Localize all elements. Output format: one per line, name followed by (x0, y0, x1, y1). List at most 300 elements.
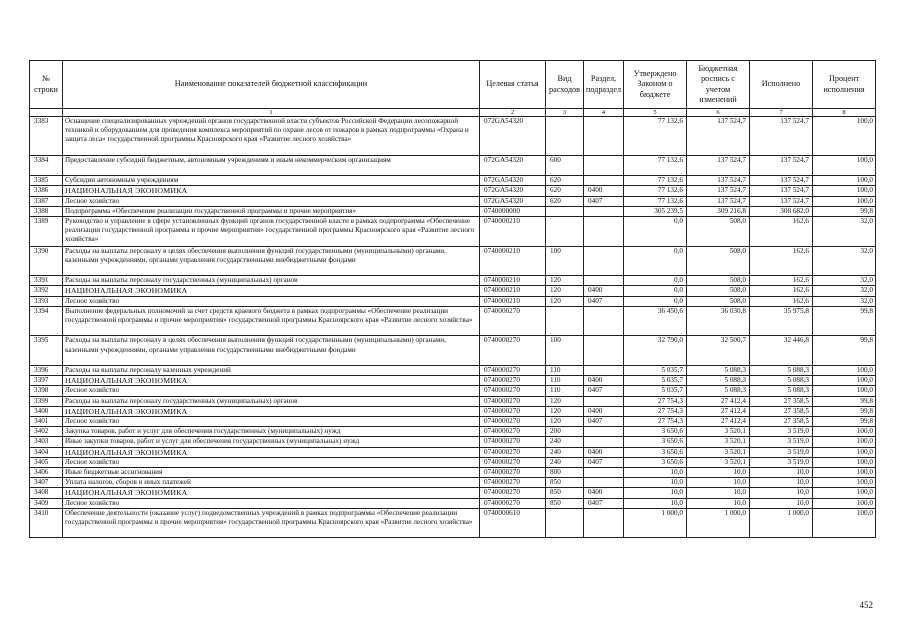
percent-cell: 100,0 (813, 176, 876, 186)
table-row (30, 117, 876, 156)
table-row (30, 336, 876, 366)
column-number: 1 (63, 109, 480, 117)
target-article-cell: 0740000270 (480, 457, 546, 467)
approved-amount-cell: 5 035,7 (624, 386, 687, 396)
row-number-cell: 3404 (30, 447, 63, 457)
percent-cell: 100,0 (813, 376, 876, 386)
section-cell (584, 437, 624, 447)
section-cell (584, 155, 624, 175)
indicator-name-cell: НАЦИОНАЛЬНАЯ ЭКОНОМИКА (63, 286, 480, 296)
executed-amount-cell: 5 088,3 (750, 365, 813, 375)
section-cell (584, 508, 624, 538)
approved-amount-cell: 77 132,6 (624, 117, 687, 156)
approved-amount-cell: 10,0 (624, 478, 687, 488)
indicator-name-cell: Лесное хозяйство (63, 196, 480, 206)
table-body (30, 117, 876, 538)
target-article-cell: 0740000210 (480, 276, 546, 286)
executed-amount-cell: 5 088,3 (750, 376, 813, 386)
budget-schedule-cell: 36 030,8 (687, 306, 750, 336)
row-number-cell: 3410 (30, 508, 63, 538)
executed-amount-cell: 3 519,0 (750, 447, 813, 457)
column-number: 5 (624, 109, 687, 117)
header-row (30, 61, 876, 109)
expense-kind-cell: 800 (546, 468, 584, 478)
expense-kind-cell: 850 (546, 488, 584, 498)
expense-kind-cell: 110 (546, 365, 584, 375)
percent-cell: 100,0 (813, 427, 876, 437)
executed-amount-cell: 162,6 (750, 286, 813, 296)
percent-cell: 100,0 (813, 478, 876, 488)
target-article-cell: 0740000270 (480, 417, 546, 427)
section-cell: 0400 (584, 406, 624, 416)
target-article-cell: 0740000270 (480, 365, 546, 375)
section-cell (584, 117, 624, 156)
target-article-cell: 0740000270 (480, 386, 546, 396)
section-cell (584, 246, 624, 276)
indicator-name-cell: Лесное хозяйство (63, 386, 480, 396)
approved-amount-cell: 77 132,6 (624, 176, 687, 186)
approved-amount-cell: 5 035,7 (624, 376, 687, 386)
approved-amount-cell: 3 650,6 (624, 427, 687, 437)
executed-amount-cell: 10,0 (750, 498, 813, 508)
budget-schedule-cell: 1 000,0 (687, 508, 750, 538)
percent-cell: 100,0 (813, 155, 876, 175)
section-cell (584, 176, 624, 186)
indicator-name-cell: Лесное хозяйство (63, 296, 480, 306)
target-article-cell: 072GA54320 (480, 196, 546, 206)
target-article-cell: 0740000210 (480, 246, 546, 276)
executed-amount-cell: 137 524,7 (750, 117, 813, 156)
target-article-cell: 072GA54320 (480, 117, 546, 156)
row-number-cell: 3408 (30, 488, 63, 498)
approved-amount-cell: 10,0 (624, 468, 687, 478)
table-row (30, 155, 876, 175)
page-number: 452 (859, 600, 873, 610)
target-article-cell: 0740000270 (480, 468, 546, 478)
header-section: Раздел, подраздел (584, 61, 624, 109)
approved-amount-cell: 3 650,6 (624, 457, 687, 467)
percent-cell: 99,8 (813, 396, 876, 406)
expense-kind-cell: 120 (546, 276, 584, 286)
executed-amount-cell: 137 524,7 (750, 155, 813, 175)
budget-schedule-cell: 5 088,3 (687, 386, 750, 396)
row-number-cell: 3400 (30, 406, 63, 416)
table-row (30, 498, 876, 508)
executed-amount-cell: 162,6 (750, 296, 813, 306)
section-cell: 0400 (584, 447, 624, 457)
header-indicator-name: Наименование показателей бюджетной классификации (63, 61, 480, 109)
indicator-name-cell: Субсидии автономным учреждениям (63, 176, 480, 186)
expense-kind-cell: 620 (546, 176, 584, 186)
percent-cell: 100,0 (813, 196, 876, 206)
budget-schedule-cell: 10,0 (687, 488, 750, 498)
expense-kind-cell (546, 206, 584, 216)
target-article-cell: 0740000270 (480, 406, 546, 416)
section-cell (584, 217, 624, 247)
budget-schedule-cell: 137 524,7 (687, 186, 750, 196)
section-cell: 0407 (584, 196, 624, 206)
section-cell: 0407 (584, 296, 624, 306)
executed-amount-cell: 162,6 (750, 217, 813, 247)
section-cell (584, 468, 624, 478)
budget-schedule-cell: 309 216,8 (687, 206, 750, 216)
indicator-name-cell: НАЦИОНАЛЬНАЯ ЭКОНОМИКА (63, 488, 480, 498)
budget-schedule-cell: 508,0 (687, 217, 750, 247)
budget-schedule-cell: 10,0 (687, 478, 750, 488)
section-cell: 0400 (584, 286, 624, 296)
column-number: 2 (480, 109, 546, 117)
row-number-cell: 3386 (30, 186, 63, 196)
row-number-cell: 3393 (30, 296, 63, 306)
indicator-name-cell: Уплата налогов, сборов и иных платежей (63, 478, 480, 488)
budget-schedule-cell: 10,0 (687, 498, 750, 508)
indicator-name-cell: Расходы на выплаты персоналу в целях обеспечения выполнения функций государственными (муниципальными) органами, казенными учреждениями, органами управления государственными внебюджетными фондами (63, 336, 480, 366)
table-row (30, 306, 876, 336)
indicator-name-cell: Расходы на выплаты персоналу в целях обеспечения выполнения функций государственными (муниципальными) органами, казенными учреждениями, органами управления государственными внебюджетными фондами (63, 246, 480, 276)
expense-kind-cell: 240 (546, 457, 584, 467)
approved-amount-cell: 10,0 (624, 498, 687, 508)
expense-kind-cell (546, 306, 584, 336)
budget-table (29, 60, 876, 538)
row-number-cell: 3385 (30, 176, 63, 186)
column-number-row (30, 109, 876, 117)
budget-schedule-cell: 137 524,7 (687, 117, 750, 156)
table-row (30, 396, 876, 406)
indicator-name-cell: Выполнение федеральных полномочий за счет средств краевого бюджета в рамках подпрограммы «Обеспечение реализации государственной программы и прочие мероприятия» государственной программы Красноярского края «Развитие лесного хозяйства» (63, 306, 480, 336)
table-row (30, 427, 876, 437)
section-cell (584, 206, 624, 216)
table-row (30, 296, 876, 306)
section-cell (584, 276, 624, 286)
approved-amount-cell: 27 754,3 (624, 396, 687, 406)
expense-kind-cell (546, 217, 584, 247)
table-row (30, 217, 876, 247)
executed-amount-cell: 27 358,5 (750, 406, 813, 416)
budget-schedule-cell: 3 520,1 (687, 457, 750, 467)
approved-amount-cell: 0,0 (624, 276, 687, 286)
row-number-cell: 3403 (30, 437, 63, 447)
approved-amount-cell: 5 035,7 (624, 365, 687, 375)
expense-kind-cell: 120 (546, 406, 584, 416)
header-percent: Процент исполнения (813, 61, 876, 109)
expense-kind-cell: 620 (546, 186, 584, 196)
percent-cell: 100,0 (813, 447, 876, 457)
percent-cell: 100,0 (813, 498, 876, 508)
budget-schedule-cell: 137 524,7 (687, 155, 750, 175)
executed-amount-cell: 137 524,7 (750, 186, 813, 196)
target-article-cell: 0740000270 (480, 396, 546, 406)
percent-cell: 32,0 (813, 286, 876, 296)
target-article-cell: 072GA54320 (480, 186, 546, 196)
approved-amount-cell: 0,0 (624, 217, 687, 247)
executed-amount-cell: 35 975,8 (750, 306, 813, 336)
budget-schedule-cell: 3 520,1 (687, 447, 750, 457)
section-cell (584, 365, 624, 375)
section-cell (584, 478, 624, 488)
expense-kind-cell (546, 117, 584, 156)
header-executed: Исполнено (750, 61, 813, 109)
table-row (30, 417, 876, 427)
section-cell: 0400 (584, 488, 624, 498)
expense-kind-cell: 850 (546, 478, 584, 488)
row-number-cell: 3384 (30, 155, 63, 175)
row-number-cell: 3391 (30, 276, 63, 286)
row-number-cell: 3401 (30, 417, 63, 427)
indicator-name-cell: НАЦИОНАЛЬНАЯ ЭКОНОМИКА (63, 186, 480, 196)
percent-cell: 100,0 (813, 468, 876, 478)
approved-amount-cell: 3 650,6 (624, 437, 687, 447)
section-cell (584, 427, 624, 437)
percent-cell: 32,0 (813, 246, 876, 276)
indicator-name-cell: НАЦИОНАЛЬНАЯ ЭКОНОМИКА (63, 447, 480, 457)
percent-cell: 100,0 (813, 457, 876, 467)
executed-amount-cell: 308 682,0 (750, 206, 813, 216)
target-article-cell: 0740000210 (480, 286, 546, 296)
budget-schedule-cell: 27 412,4 (687, 406, 750, 416)
header-budget-schedule: Бюджетная роспись с учетом изменений (687, 61, 750, 109)
indicator-name-cell: Лесное хозяйство (63, 498, 480, 508)
indicator-name-cell: Предоставление субсидий бюджетным, автономным учреждениям и иным некоммерческим организациям (63, 155, 480, 175)
executed-amount-cell: 162,6 (750, 276, 813, 286)
column-number: 3 (546, 109, 584, 117)
expense-kind-cell: 110 (546, 386, 584, 396)
table-row (30, 206, 876, 216)
executed-amount-cell: 27 358,5 (750, 417, 813, 427)
header-expense-kind: Вид расходов (546, 61, 584, 109)
executed-amount-cell: 1 000,0 (750, 508, 813, 538)
section-cell (584, 396, 624, 406)
target-article-cell: 0740000270 (480, 437, 546, 447)
table-row (30, 376, 876, 386)
budget-schedule-cell: 137 524,7 (687, 196, 750, 206)
target-article-cell: 0740000270 (480, 306, 546, 336)
table-row (30, 488, 876, 498)
table-row (30, 276, 876, 286)
budget-schedule-cell: 508,0 (687, 246, 750, 276)
table-row (30, 246, 876, 276)
table-row (30, 457, 876, 467)
section-cell (584, 306, 624, 336)
column-number: 6 (687, 109, 750, 117)
row-number-cell: 3405 (30, 457, 63, 467)
percent-cell: 100,0 (813, 117, 876, 156)
budget-schedule-cell: 3 520,1 (687, 437, 750, 447)
row-number-cell: 3406 (30, 468, 63, 478)
indicator-name-cell: Расходы на выплаты персоналу государственных (муниципальных) органов (63, 396, 480, 406)
percent-cell: 100,0 (813, 488, 876, 498)
budget-schedule-cell: 27 412,4 (687, 417, 750, 427)
executed-amount-cell: 32 446,8 (750, 336, 813, 366)
expense-kind-cell (546, 508, 584, 538)
row-number-cell: 3388 (30, 206, 63, 216)
header-row-number: № строки (30, 61, 63, 109)
budget-schedule-cell: 508,0 (687, 276, 750, 286)
section-cell: 0407 (584, 417, 624, 427)
table-row (30, 186, 876, 196)
table-row (30, 478, 876, 488)
target-article-cell: 0740000000 (480, 206, 546, 216)
budget-schedule-cell: 137 524,7 (687, 176, 750, 186)
header-target-article: Целевая статья (480, 61, 546, 109)
percent-cell: 100,0 (813, 186, 876, 196)
executed-amount-cell: 137 524,7 (750, 176, 813, 186)
executed-amount-cell: 27 358,5 (750, 396, 813, 406)
table-row (30, 447, 876, 457)
approved-amount-cell: 0,0 (624, 296, 687, 306)
approved-amount-cell: 36 450,6 (624, 306, 687, 336)
approved-amount-cell: 27 754,3 (624, 417, 687, 427)
executed-amount-cell: 5 088,3 (750, 386, 813, 396)
indicator-name-cell: Оснащение специализированных учреждений органов государственной власти субъектов Российской Федерации лесопожарной техникой и оборудованием для проведения комплекса мероприятий по охране лесов от пожаров в рамках подпрограммы «Охрана и защита леса» государственной программы Красноярского края «Развитие лесного хозяйства» (63, 117, 480, 156)
budget-schedule-cell: 3 520,1 (687, 427, 750, 437)
expense-kind-cell: 620 (546, 196, 584, 206)
approved-amount-cell: 0,0 (624, 286, 687, 296)
executed-amount-cell: 137 524,7 (750, 196, 813, 206)
approved-amount-cell: 1 000,0 (624, 508, 687, 538)
expense-kind-cell: 100 (546, 246, 584, 276)
target-article-cell: 0740000270 (480, 478, 546, 488)
indicator-name-cell: Иные закупки товаров, работ и услуг для обеспечения государственных (муниципальных) нужд (63, 437, 480, 447)
executed-amount-cell: 162,6 (750, 246, 813, 276)
budget-schedule-cell: 5 088,3 (687, 365, 750, 375)
section-cell: 0407 (584, 457, 624, 467)
row-number-cell: 3399 (30, 396, 63, 406)
approved-amount-cell: 77 132,6 (624, 196, 687, 206)
budget-schedule-cell: 508,0 (687, 296, 750, 306)
indicator-name-cell: Руководство и управление в сфере установленных функций органов государственной власти в рамках подпрограммы «Обеспечение реализации государственной программы и прочие мероприятия» государственной программы Красноярского края «Развитие лесного хозяйства» (63, 217, 480, 247)
row-number-cell: 3409 (30, 498, 63, 508)
executed-amount-cell: 10,0 (750, 468, 813, 478)
executed-amount-cell: 3 519,0 (750, 427, 813, 437)
budget-schedule-cell: 5 088,3 (687, 376, 750, 386)
table-row (30, 365, 876, 375)
approved-amount-cell: 27 754,3 (624, 406, 687, 416)
budget-schedule-cell: 32 500,7 (687, 336, 750, 366)
approved-amount-cell: 10,0 (624, 488, 687, 498)
executed-amount-cell: 10,0 (750, 478, 813, 488)
section-cell: 0407 (584, 386, 624, 396)
percent-cell: 100,0 (813, 437, 876, 447)
expense-kind-cell: 600 (546, 155, 584, 175)
section-cell: 0407 (584, 498, 624, 508)
row-number-cell: 3407 (30, 478, 63, 488)
table-row (30, 437, 876, 447)
table-row (30, 468, 876, 478)
budget-schedule-cell: 508,0 (687, 286, 750, 296)
percent-cell: 99,8 (813, 206, 876, 216)
expense-kind-cell: 240 (546, 437, 584, 447)
percent-cell: 100,0 (813, 508, 876, 538)
indicator-name-cell: Расходы на выплаты персоналу казенных учреждений (63, 365, 480, 375)
indicator-name-cell: Подпрограмма «Обеспечение реализации государственной программы и прочие мероприятия» (63, 206, 480, 216)
percent-cell: 32,0 (813, 296, 876, 306)
target-article-cell: 0740000270 (480, 427, 546, 437)
table-row (30, 508, 876, 538)
target-article-cell: 0740000270 (480, 488, 546, 498)
column-number: 7 (750, 109, 813, 117)
expense-kind-cell: 850 (546, 498, 584, 508)
row-number-cell: 3397 (30, 376, 63, 386)
expense-kind-cell: 200 (546, 427, 584, 437)
target-article-cell: 0740000270 (480, 447, 546, 457)
target-article-cell: 0740000270 (480, 376, 546, 386)
target-article-cell: 0740000210 (480, 217, 546, 247)
approved-amount-cell: 3 650,6 (624, 447, 687, 457)
percent-cell: 100,0 (813, 365, 876, 375)
table-row (30, 176, 876, 186)
row-number-cell: 3402 (30, 427, 63, 437)
indicator-name-cell: Расходы на выплаты персоналу государственных (муниципальных) органов (63, 276, 480, 286)
percent-cell: 100,0 (813, 386, 876, 396)
indicator-name-cell: Закупка товаров, работ и услуг для обеспечения государственных (муниципальных) нужд (63, 427, 480, 437)
target-article-cell: 0740000270 (480, 336, 546, 366)
column-number (30, 109, 63, 117)
approved-amount-cell: 305 239,5 (624, 206, 687, 216)
expense-kind-cell: 120 (546, 296, 584, 306)
column-number: 8 (813, 109, 876, 117)
executed-amount-cell: 3 519,0 (750, 457, 813, 467)
target-article-cell: 072GA54320 (480, 155, 546, 175)
table-row (30, 386, 876, 396)
row-number-cell: 3392 (30, 286, 63, 296)
percent-cell: 99,8 (813, 336, 876, 366)
target-article-cell: 0740000270 (480, 498, 546, 508)
section-cell (584, 336, 624, 366)
section-cell: 0400 (584, 186, 624, 196)
indicator-name-cell: Обеспечение деятельности (оказание услуг) подведомственных учреждений в рамках подпрограммы «Обеспечение реализации государственной программы и прочие мероприятия» государственной программы Красноярского края «Развитие лесного хозяйства» (63, 508, 480, 538)
row-number-cell: 3396 (30, 365, 63, 375)
target-article-cell: 072GA54320 (480, 176, 546, 186)
section-cell: 0400 (584, 376, 624, 386)
column-number: 4 (584, 109, 624, 117)
row-number-cell: 3389 (30, 217, 63, 247)
percent-cell: 32,0 (813, 217, 876, 247)
approved-amount-cell: 77 132,6 (624, 186, 687, 196)
indicator-name-cell: Иные бюджетные ассигнования (63, 468, 480, 478)
expense-kind-cell: 120 (546, 417, 584, 427)
row-number-cell: 3387 (30, 196, 63, 206)
row-number-cell: 3398 (30, 386, 63, 396)
target-article-cell: 0740000610 (480, 508, 546, 538)
target-article-cell: 0740000210 (480, 296, 546, 306)
approved-amount-cell: 0,0 (624, 246, 687, 276)
percent-cell: 99,8 (813, 306, 876, 336)
header-approved: Утверждено Законом о бюджете (624, 61, 687, 109)
table-row (30, 196, 876, 206)
indicator-name-cell: Лесное хозяйство (63, 457, 480, 467)
executed-amount-cell: 10,0 (750, 488, 813, 498)
table-row (30, 286, 876, 296)
indicator-name-cell: Лесное хозяйство (63, 417, 480, 427)
budget-schedule-cell: 27 412,4 (687, 396, 750, 406)
budget-schedule-cell: 10,0 (687, 468, 750, 478)
approved-amount-cell: 32 790,0 (624, 336, 687, 366)
executed-amount-cell: 3 519,0 (750, 437, 813, 447)
row-number-cell: 3395 (30, 336, 63, 366)
percent-cell: 32,0 (813, 276, 876, 286)
percent-cell: 99,8 (813, 417, 876, 427)
expense-kind-cell: 100 (546, 336, 584, 366)
indicator-name-cell: НАЦИОНАЛЬНАЯ ЭКОНОМИКА (63, 406, 480, 416)
expense-kind-cell: 240 (546, 447, 584, 457)
approved-amount-cell: 77 132,6 (624, 155, 687, 175)
row-number-cell: 3394 (30, 306, 63, 336)
table-row (30, 406, 876, 416)
expense-kind-cell: 120 (546, 396, 584, 406)
percent-cell: 99,8 (813, 406, 876, 416)
row-number-cell: 3383 (30, 117, 63, 156)
expense-kind-cell: 110 (546, 376, 584, 386)
